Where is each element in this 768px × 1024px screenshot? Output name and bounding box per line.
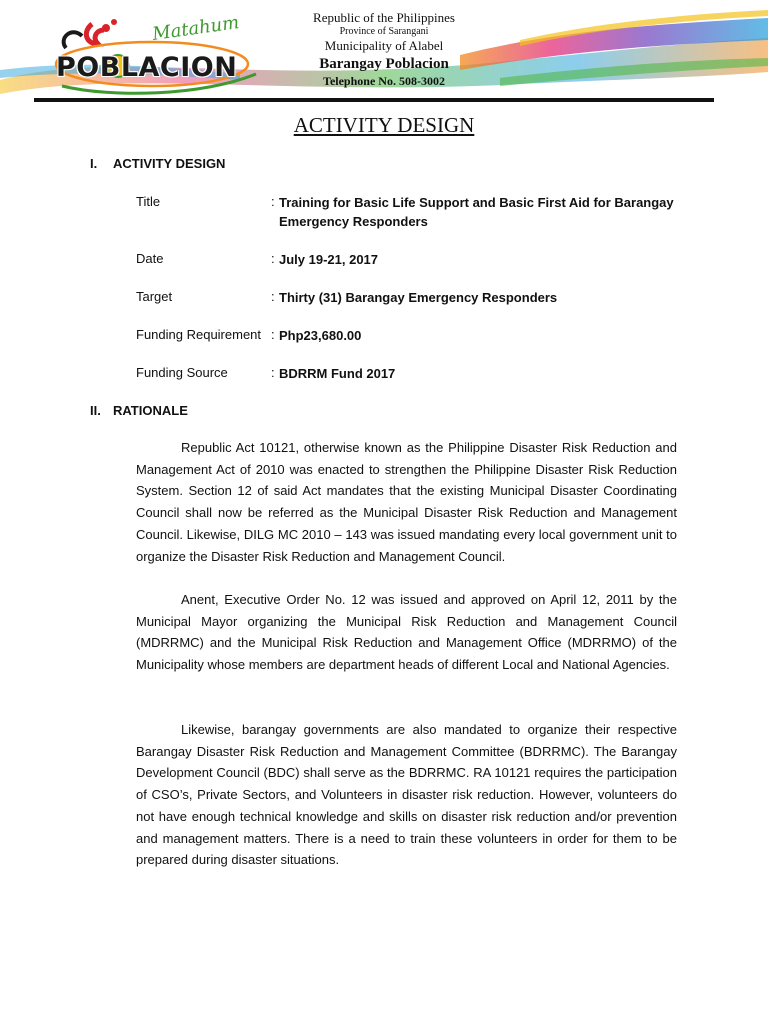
field-label-title: Title <box>136 194 161 209</box>
field-value-funding-requirement: Php23,680.00 <box>279 328 362 343</box>
field-colon: : <box>271 327 275 342</box>
letterhead-header <box>0 0 768 110</box>
section-title: RATIONALE <box>113 403 188 418</box>
letterhead-text <box>250 10 518 88</box>
logo-script-text: Matahum <box>150 12 241 45</box>
section-number: I. <box>90 156 98 171</box>
field-value-date: July 19-21, 2017 <box>279 252 379 267</box>
field-colon: : <box>271 365 275 380</box>
barangay-logo <box>52 14 262 98</box>
section-heading-activity-design <box>90 156 225 171</box>
section-number: II. <box>90 403 101 418</box>
rationale-paragraph-2: Anent, Executive Order No. 12 was issued and approved on April 12, 2011 by the Municipal Mayor organizing the Municipal Risk Reduction and Management Council (MDRRMC) and the Municipal Risk Reduction and Management Office (MDRRMO) of the Municipality whose members are department heads of different Local and National Agencies. <box>136 592 677 673</box>
field-label-funding-requirement: Funding Requirement <box>136 327 262 342</box>
rationale-paragraph-3: Likewise, barangay governments are also mandated to organize their respective Barangay Disaster Risk Reduction and Management Committee (BDRRMC). The Barangay Development Council (BDC) shall serve as the BDRRMC. RA 10121 requires the participation of CSO’s, Private Sectors, and Volunteers in disaster risk reduction. However, volunteers do not have enough technical knowledge and skills on disaster risk reduction and/or prevention and management matters. There is a need to train these volunteers in order for them to be prepared during disaster situations. <box>136 722 677 868</box>
section-title: ACTIVITY DESIGN <box>113 156 226 171</box>
municipality-line: Municipality of Alabel <box>324 38 444 53</box>
section-heading-rationale <box>90 403 188 418</box>
province-line: Province of Sarangani <box>339 26 429 37</box>
field-colon: : <box>271 251 275 266</box>
telephone-line: Telephone No. 508-3002 <box>323 74 445 88</box>
document-title: ACTIVITY DESIGN <box>293 113 475 137</box>
field-value-funding-source: BDRRM Fund 2017 <box>279 366 396 381</box>
rationale-paragraph-1: Republic Act 10121, otherwise known as the Philippine Disaster Risk Reduction and Management Act of 2010 was enacted to strengthen the Philippine Disaster Risk Reduction System. Section 12 of said Act mandates that the existing Municipal Disaster Coordinating Council shall now be referred as the Municipal Disaster Risk Reduction and Management Council. Likewise, DILG MC 2010 – 143 was issued mandating every local government unit to organize the Disaster Risk Reduction and Management Council. <box>136 440 677 564</box>
field-colon: : <box>271 194 275 209</box>
field-label-funding-source: Funding Source <box>136 365 228 380</box>
republic-line: Republic of the Philippines <box>313 10 455 25</box>
field-label-date: Date <box>136 251 164 266</box>
field-value-target: Thirty (31) Barangay Emergency Responders <box>279 290 558 305</box>
barangay-line: Barangay Poblacion <box>319 56 449 72</box>
logo-wordmark: POBLACION <box>56 52 238 83</box>
header-divider <box>34 98 714 102</box>
field-colon: : <box>271 289 275 304</box>
field-value-title: Training for Basic Life Support and Basic First Aid for Barangay Emergency Responders <box>279 195 674 229</box>
field-label-target: Target <box>136 289 173 304</box>
